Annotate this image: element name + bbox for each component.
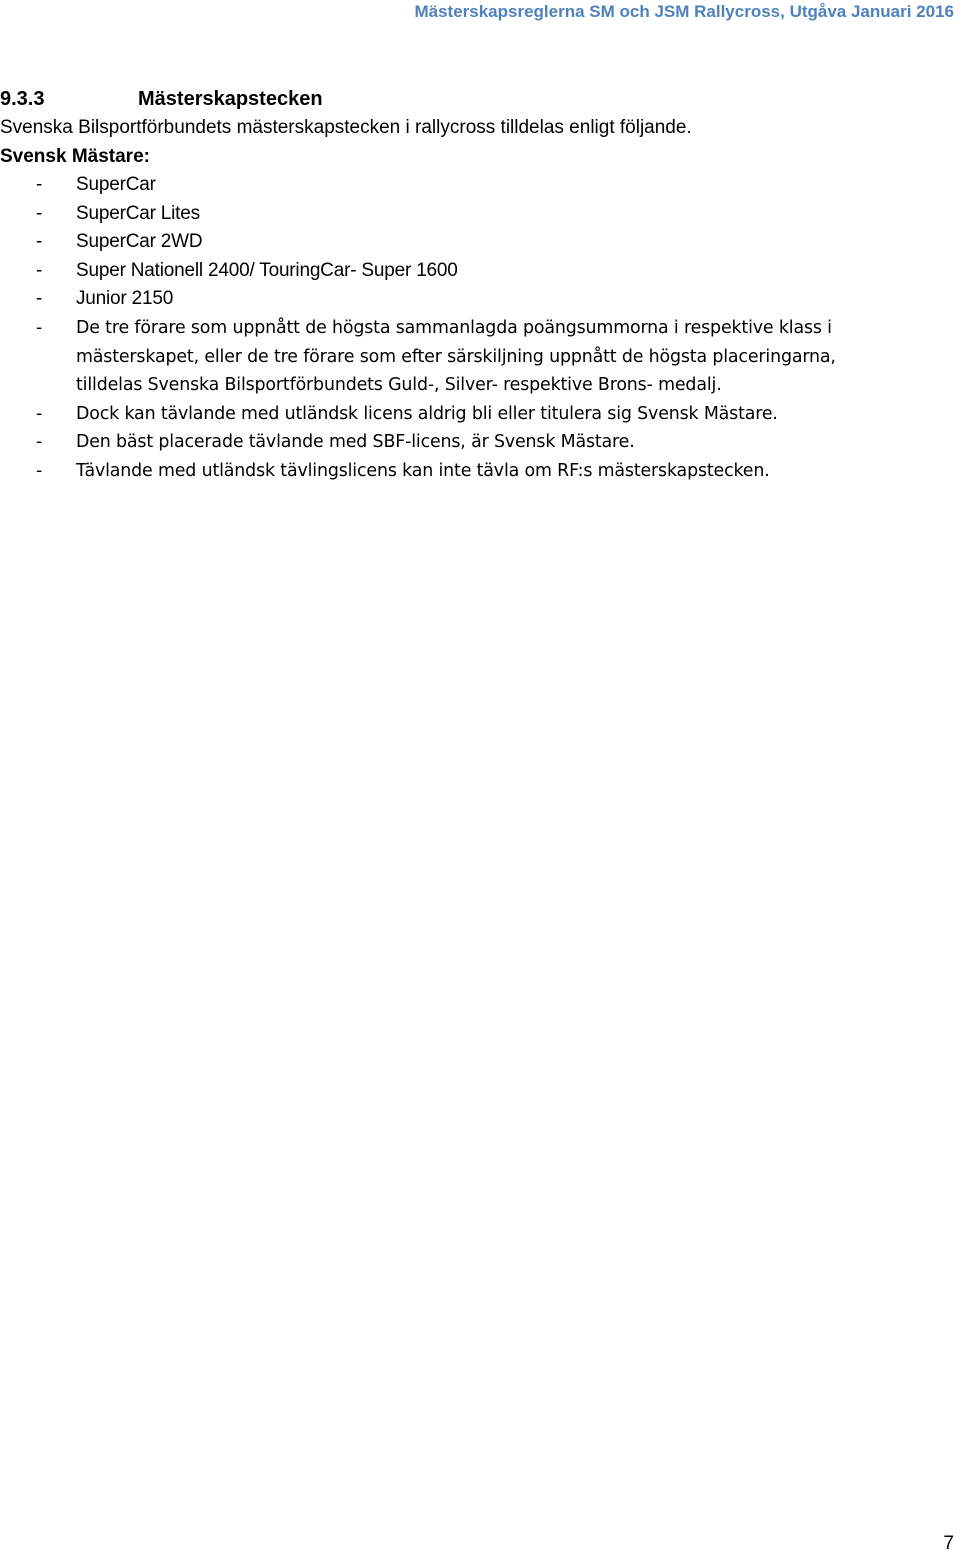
list-item-text: Dock kan tävlande med utländsk licens aldrig bli eller titulera sig Svensk Mästare. bbox=[76, 403, 778, 424]
list-item bbox=[0, 228, 930, 257]
list-item bbox=[0, 257, 930, 286]
list-item bbox=[0, 400, 930, 429]
list-item-text: Junior 2150 bbox=[76, 288, 174, 310]
dash-marker: - bbox=[36, 288, 43, 310]
list-item-text: Den bäst placerade tävlande med SBF-licens, är Svensk Mästare. bbox=[76, 432, 635, 453]
dash-marker: - bbox=[36, 259, 43, 281]
list-item bbox=[0, 314, 930, 343]
class-list bbox=[0, 171, 930, 486]
list-item bbox=[0, 457, 930, 486]
dash-marker: - bbox=[36, 231, 43, 253]
intro-paragraph: Svenska Bilsportförbundets mästerskapstecken i rallycross tilldelas enligt följande. bbox=[0, 117, 692, 138]
list-item-text: SuperCar 2WD bbox=[76, 231, 203, 253]
list-item bbox=[0, 285, 930, 314]
dash-marker: - bbox=[36, 403, 43, 424]
list-item-text: Super Nationell 2400/ TouringCar- Super 1600 bbox=[76, 259, 458, 281]
dash-marker: - bbox=[36, 202, 43, 224]
section-number: 9.3.3 bbox=[0, 88, 45, 110]
dash-marker: - bbox=[36, 174, 43, 195]
list-item-text: De tre förare som uppnått de högsta sammanlagda poängsummorna i respektive klass i bbox=[76, 317, 832, 338]
list-item-continuation bbox=[0, 371, 930, 400]
list-item-text: mästerskapet, eller de tre förare som efter särskiljning uppnått de högsta placeringarna, bbox=[76, 346, 836, 367]
dash-marker: - bbox=[36, 432, 43, 453]
running-header: Mästerskapsreglerna SM och JSM Rallycross, Utgåva Januari 2016 bbox=[414, 2, 954, 21]
dash-marker: - bbox=[36, 460, 43, 481]
list-item-text: SuperCar Lites bbox=[76, 202, 200, 224]
section-heading bbox=[0, 86, 323, 112]
list-item-text: Tävlande med utländsk tävlingslicens kan inte tävla om RF:s mästerskapstecken. bbox=[76, 460, 770, 481]
list-item bbox=[0, 171, 930, 200]
list-item-text: tilldelas Svenska Bilsportförbundets Guld-, Silver- respektive Brons- medalj. bbox=[76, 375, 722, 396]
subheading-svensk-mastare: Svensk Mästare: bbox=[0, 146, 150, 167]
page-number: 7 bbox=[943, 1533, 954, 1554]
section-title: Mästerskapstecken bbox=[138, 88, 323, 110]
dash-marker: - bbox=[36, 317, 43, 338]
list-item bbox=[0, 200, 930, 229]
list-item-continuation bbox=[0, 343, 930, 372]
list-item-text: SuperCar bbox=[76, 174, 156, 195]
list-item bbox=[0, 428, 930, 457]
